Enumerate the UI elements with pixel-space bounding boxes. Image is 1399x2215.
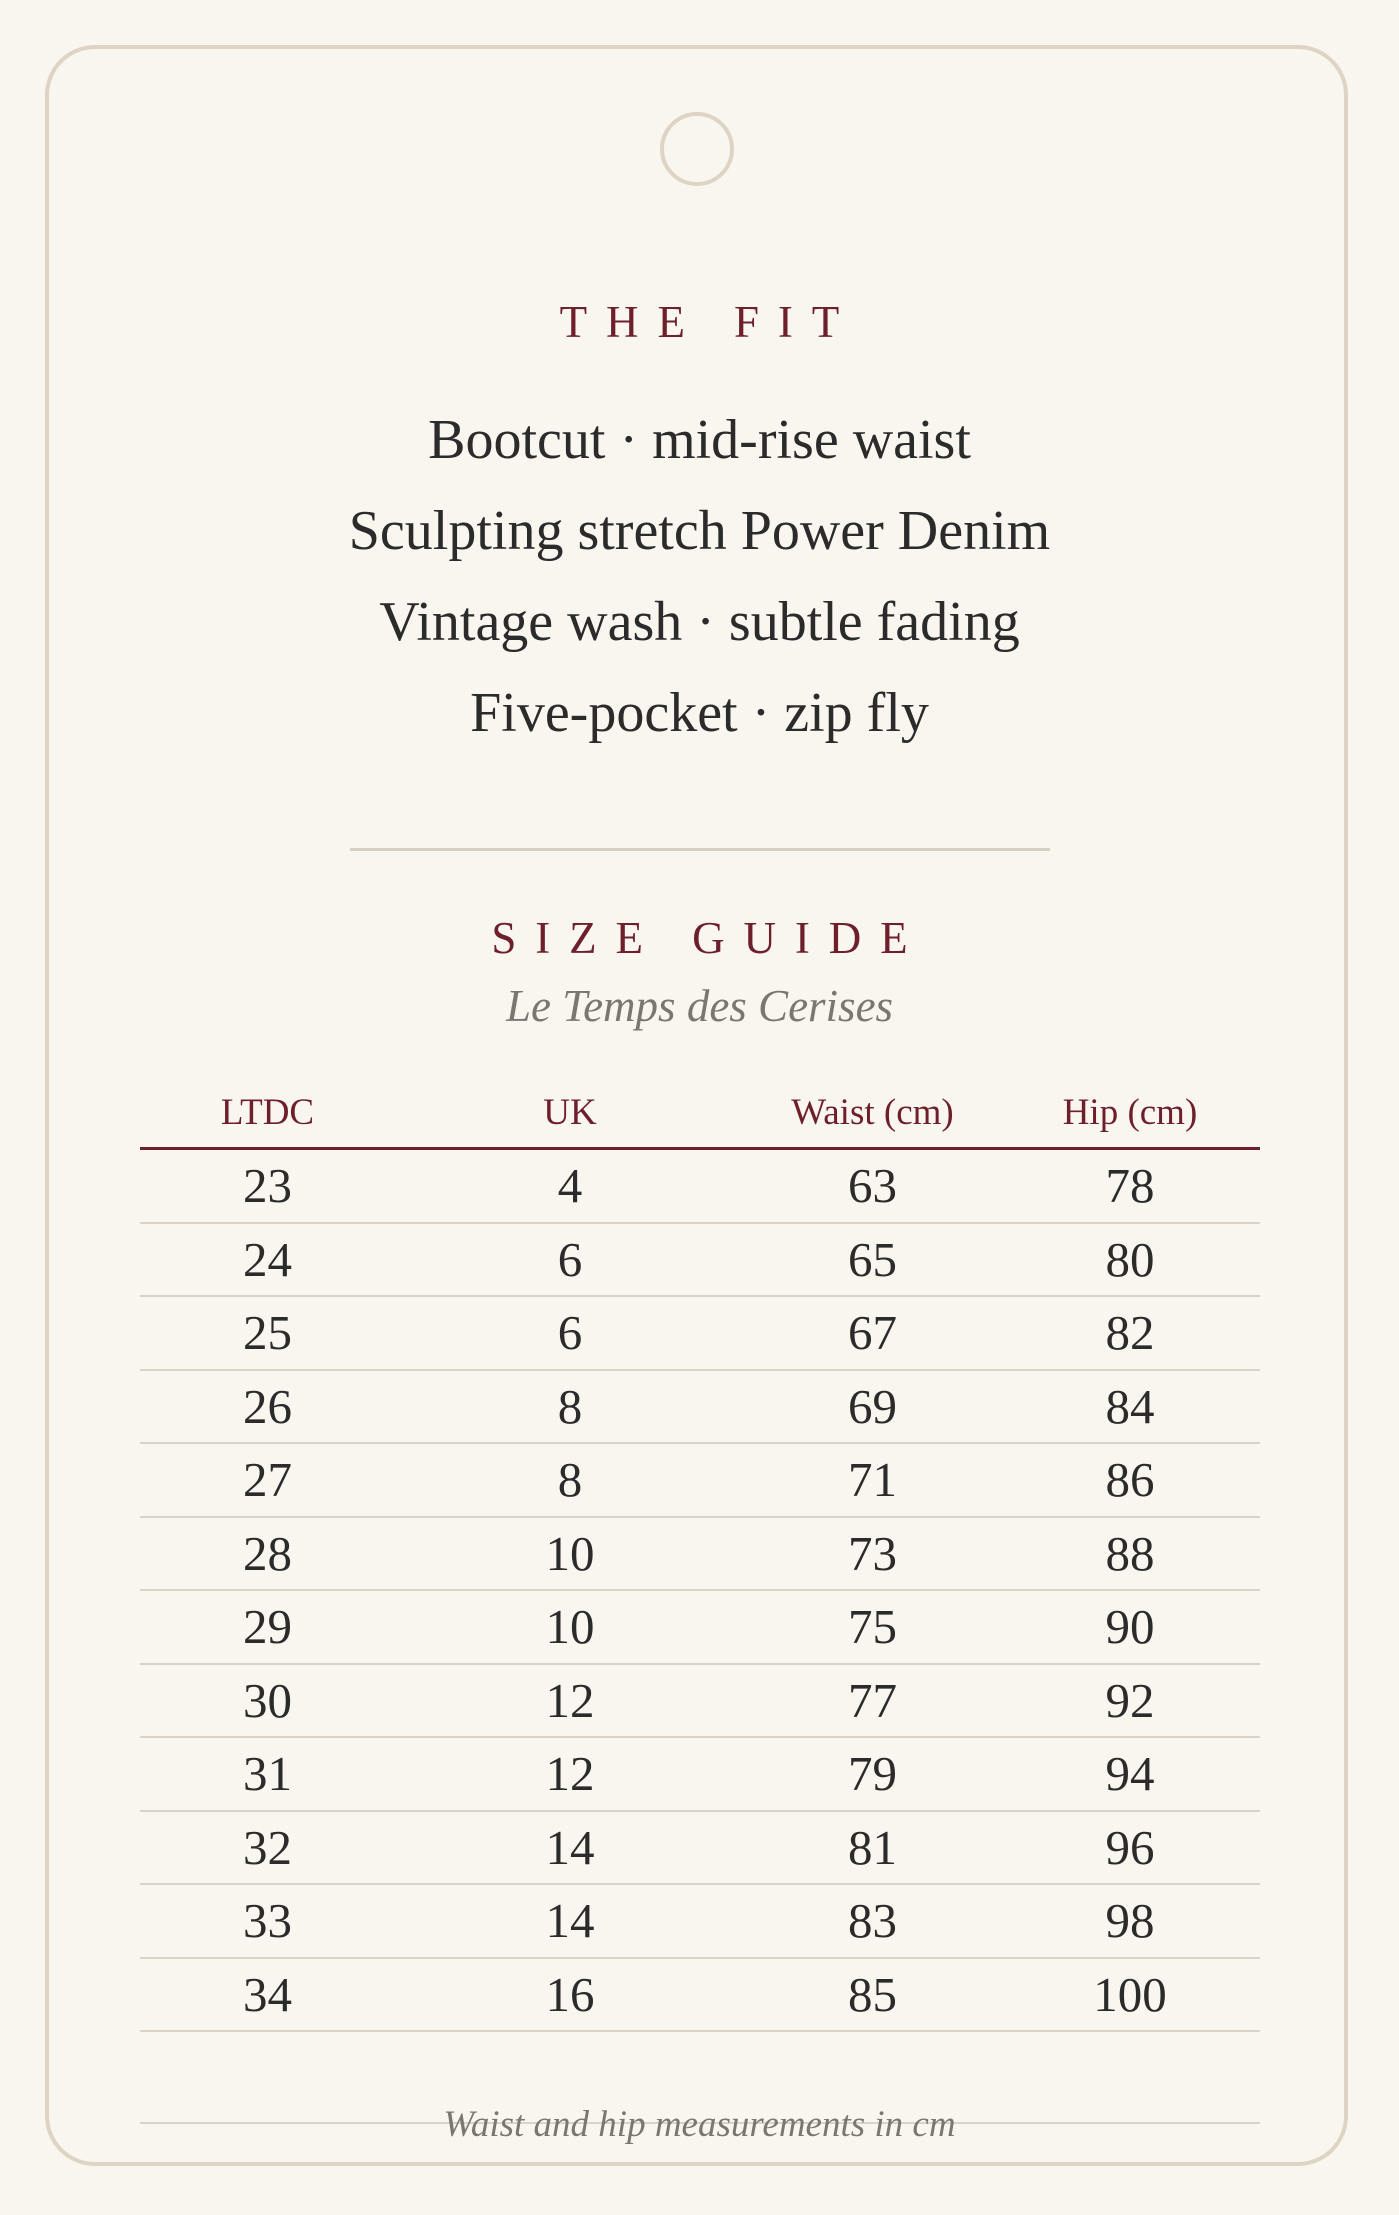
table-row	[140, 1444, 1260, 1518]
column-header-waist: Waist (cm)	[791, 1092, 954, 1133]
size-guide-heading: SIZE GUIDE	[491, 913, 927, 963]
cell-ltdc: 32	[243, 1819, 292, 1875]
cell-waist: 73	[848, 1525, 897, 1581]
table-row	[140, 1591, 1260, 1665]
cell-ltdc: 31	[243, 1746, 292, 1801]
cell-uk: 10	[545, 1525, 595, 1581]
table-row	[140, 1959, 1260, 2033]
section-divider	[350, 848, 1050, 851]
cell-uk: 12	[545, 1672, 595, 1728]
cell-hip: 84	[1105, 1378, 1155, 1434]
cell-ltdc: 29	[243, 1599, 292, 1654]
cell-waist: 79	[848, 1746, 897, 1801]
cell-waist: 85	[848, 1966, 897, 2022]
cell-hip: 90	[1105, 1599, 1155, 1654]
cell-hip: 94	[1105, 1746, 1155, 1801]
cell-ltdc: 34	[243, 1966, 292, 2022]
cell-uk: 6	[557, 1305, 583, 1360]
cell-uk: 6	[557, 1231, 583, 1287]
cell-hip: 96	[1105, 1819, 1155, 1875]
column-header-hip: Hip (cm)	[1062, 1092, 1198, 1133]
cell-ltdc: 25	[243, 1305, 292, 1360]
table-row	[140, 1150, 1260, 1224]
fit-line-details: Five-pocket · zip fly	[470, 682, 929, 744]
cell-hip: 80	[1105, 1231, 1155, 1287]
table-row	[140, 1297, 1260, 1371]
cell-uk: 4	[557, 1158, 583, 1213]
cell-uk: 8	[557, 1452, 583, 1507]
fit-line-fabric: Sculpting stretch Power Denim	[348, 500, 1051, 562]
cell-waist: 65	[848, 1231, 897, 1287]
cell-hip: 100	[1093, 1966, 1167, 2022]
cell-hip: 98	[1105, 1893, 1155, 1948]
cell-uk: 12	[545, 1746, 595, 1801]
table-row	[140, 1371, 1260, 1445]
cell-ltdc: 26	[243, 1378, 292, 1434]
cell-ltdc: 24	[243, 1231, 292, 1287]
cell-waist: 75	[848, 1599, 897, 1654]
cell-hip: 78	[1105, 1158, 1155, 1213]
cell-hip: 82	[1105, 1305, 1155, 1360]
cell-waist: 77	[848, 1672, 897, 1728]
measurement-footnote: Waist and hip measurements in cm	[443, 2104, 956, 2145]
size-table	[140, 1080, 1260, 2032]
fit-line-cut: Bootcut · mid-rise waist	[428, 409, 971, 471]
cell-waist: 71	[848, 1452, 897, 1507]
column-header-uk: UK	[543, 1092, 597, 1133]
cell-uk: 14	[545, 1819, 595, 1875]
cell-ltdc: 28	[243, 1525, 292, 1581]
column-header-ltdc: LTDC	[220, 1092, 315, 1133]
cell-waist: 83	[848, 1893, 897, 1948]
cell-uk: 16	[545, 1966, 595, 2022]
table-row	[140, 1738, 1260, 1812]
cell-waist: 81	[848, 1819, 897, 1875]
table-row	[140, 1885, 1260, 1959]
cell-hip: 88	[1105, 1525, 1155, 1581]
cell-ltdc: 33	[243, 1893, 292, 1948]
cell-waist: 67	[848, 1305, 897, 1360]
fit-description	[0, 395, 1399, 759]
fit-line-wash: Vintage wash · subtle fading	[379, 591, 1020, 653]
table-row	[140, 1518, 1260, 1592]
cell-uk: 8	[557, 1378, 583, 1434]
cell-uk: 14	[545, 1893, 595, 1948]
table-row	[140, 1224, 1260, 1298]
cell-hip: 86	[1105, 1452, 1155, 1507]
brand-name: Le Temps des Cerises	[505, 981, 894, 1031]
size-table-header	[140, 1080, 1260, 1150]
size-table-body	[140, 1150, 1260, 2032]
fit-heading: THE FIT	[559, 297, 859, 347]
cell-ltdc: 30	[243, 1672, 292, 1728]
cell-waist: 63	[848, 1158, 897, 1213]
cell-waist: 69	[848, 1378, 897, 1434]
tag-hole	[660, 112, 734, 186]
cell-ltdc: 23	[243, 1158, 292, 1213]
cell-ltdc: 27	[243, 1452, 292, 1507]
table-row	[140, 1665, 1260, 1739]
cell-hip: 92	[1105, 1672, 1155, 1728]
table-row	[140, 1812, 1260, 1886]
cell-uk: 10	[545, 1599, 595, 1654]
